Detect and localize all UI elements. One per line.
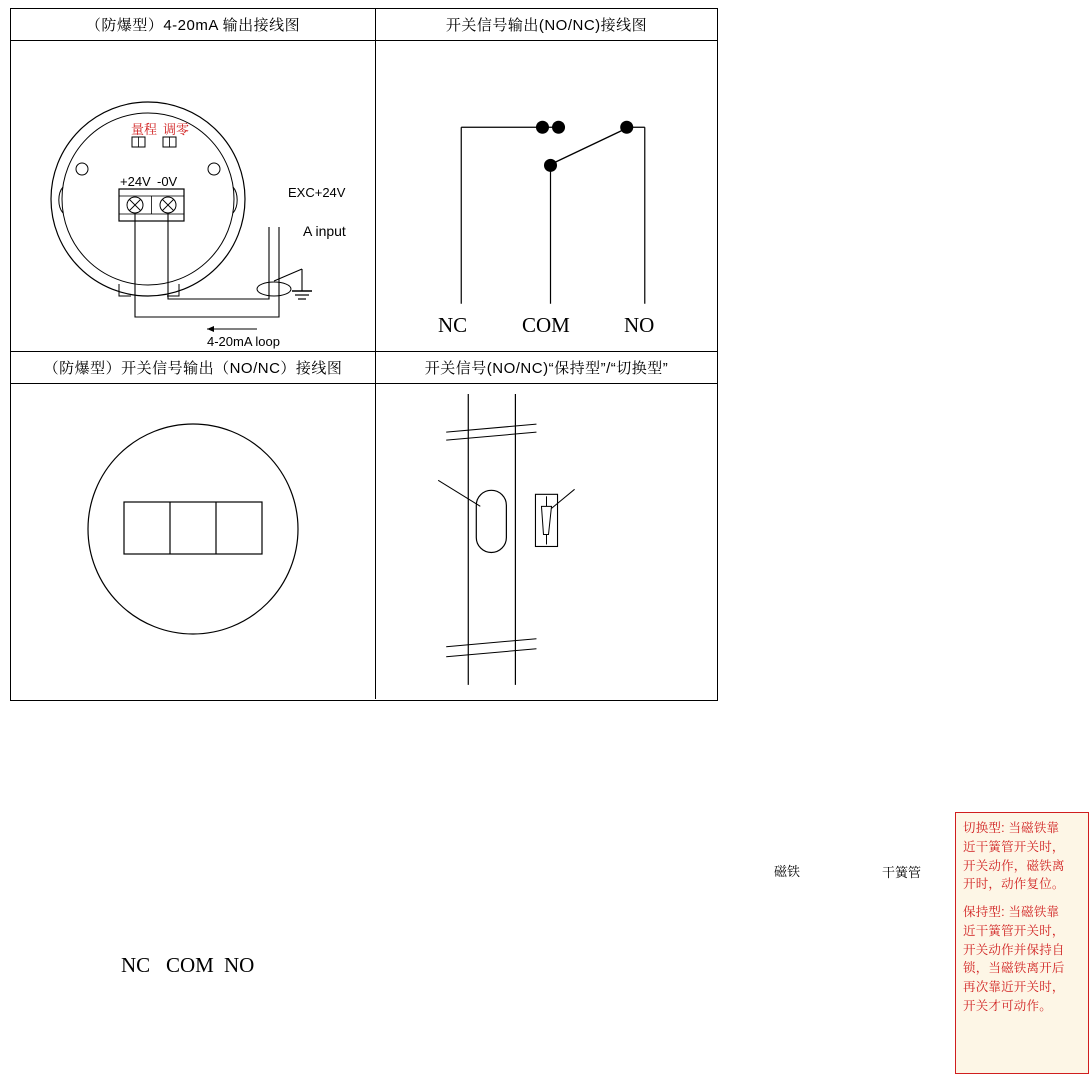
panel-title-top-left: （防爆型）4-20mA 输出接线图 (11, 9, 376, 41)
explosion-proof-switch-terminal-drawing (11, 384, 375, 699)
note-line: 锁，当磁铁离开后 (963, 961, 1065, 976)
note-line: 切换型: 当磁铁靠 (963, 821, 1060, 835)
note-switching-type (963, 819, 1081, 894)
diagram-grid (10, 8, 1065, 1013)
label-a-input: A input (303, 223, 346, 239)
label-exc-24v: EXC+24V (288, 185, 346, 200)
label-range: 量程 (131, 122, 158, 137)
terminal-label-nc: NC (121, 953, 151, 977)
label-0v: -0V (157, 174, 178, 189)
note-line: 近干簧管开关时， (963, 839, 1065, 854)
note-line: 开关动作并保持自 (963, 942, 1065, 957)
switch-output-contact-drawing (376, 41, 717, 353)
note-holding-type (963, 903, 1081, 1016)
terminal-label-com: COM (166, 953, 214, 977)
note-box (955, 812, 1089, 1074)
panel-bottom-left (11, 384, 376, 977)
label-reed-tube: 干簧管 (882, 865, 922, 880)
panel-title-bottom-left: （防爆型）开关信号输出（NO/NC）接线图 (11, 352, 376, 384)
note-line: 开时，动作复位。 (963, 877, 1065, 892)
terminal-label-no: NO (224, 953, 255, 977)
panel-bottom-right (376, 384, 1065, 1013)
label-zero: 调零 (163, 122, 190, 137)
terminal-label-no: NO (624, 313, 655, 337)
terminal-label-com: COM (522, 313, 570, 337)
magnet-reed-switch-drawing (376, 384, 717, 700)
label-plus-24v: +24V (120, 174, 151, 189)
label-4-20ma-loop: 4-20mA loop (207, 334, 280, 349)
note-line: 再次靠近开关时， (963, 980, 1065, 994)
terminal-label-nc: NC (438, 313, 468, 337)
note-line: 开关才可动作。 (963, 998, 1052, 1013)
panel-top-left (11, 41, 376, 352)
note-line: 保持型: 当磁铁靠 (963, 905, 1060, 919)
panel-top-right (376, 41, 717, 352)
note-line: 开关动作，磁铁离 (963, 858, 1065, 873)
panel-title-bottom-right: 开关信号(NO/NC)“保持型”/“切换型” (376, 352, 717, 384)
note-line: 近干簧管开关时， (963, 923, 1065, 938)
label-magnet: 磁铁 (774, 864, 801, 879)
panel-title-top-right: 开关信号输出(NO/NC)接线图 (376, 9, 717, 41)
